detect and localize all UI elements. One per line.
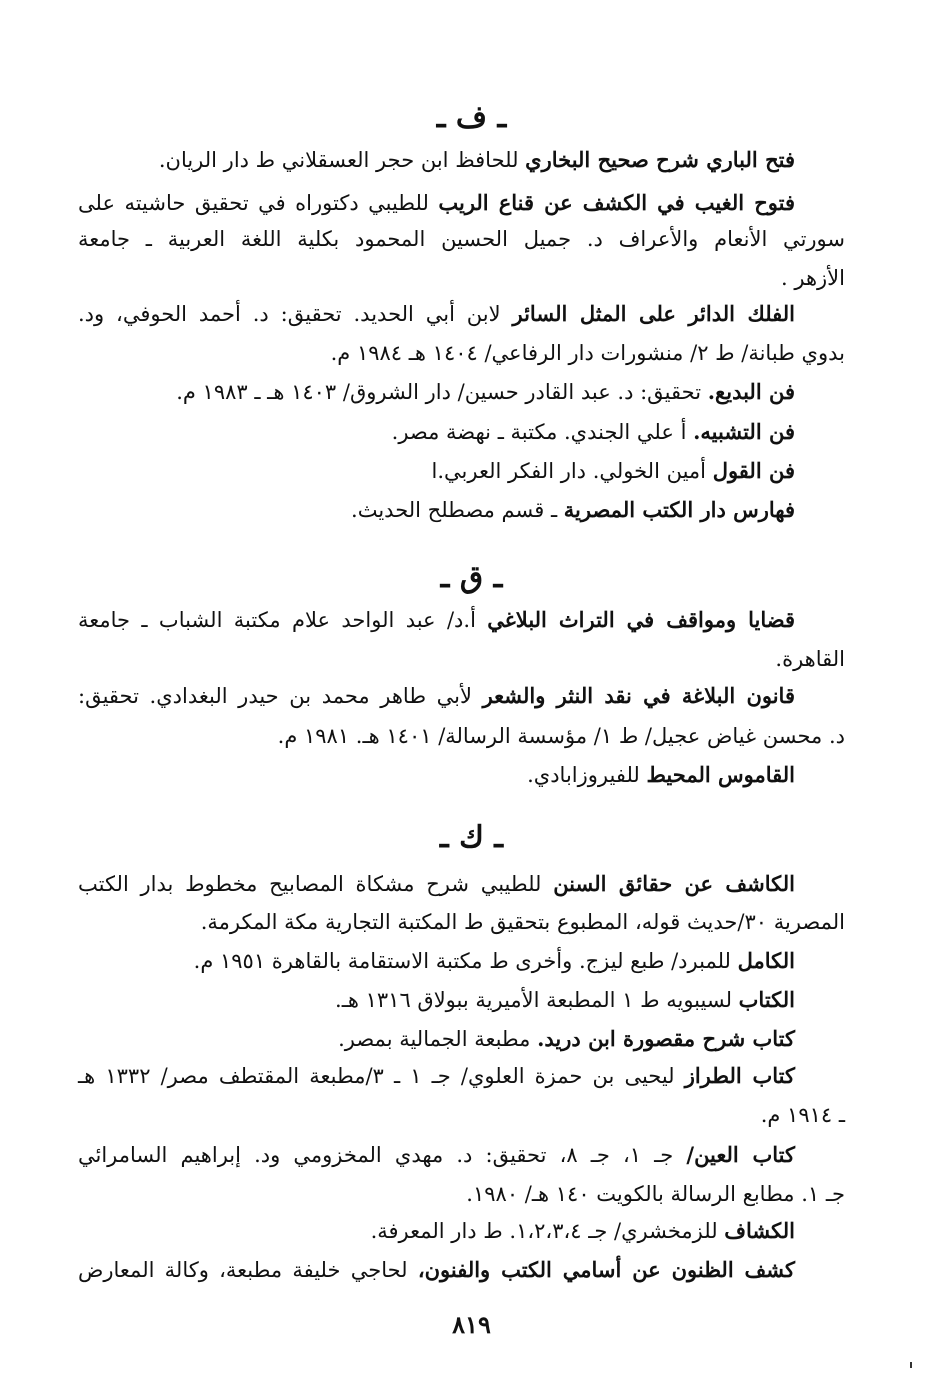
entry-line xyxy=(78,1137,795,1173)
section-heading-kaf: ـ ك ـ xyxy=(439,820,504,855)
entry-title: قضايا ومواقف في التراث البلاغي xyxy=(487,607,795,632)
entry-text: للفيروزابادي. xyxy=(527,763,647,787)
entry-line xyxy=(78,1058,795,1094)
entry-text: ـ قسم مصطلح الحديث. xyxy=(351,498,564,522)
entry-line xyxy=(78,982,795,1018)
entry-line xyxy=(78,1021,795,1057)
entry-title: فهارس دار الكتب المصرية xyxy=(563,497,795,522)
section-heading-fa: ـ ف ـ xyxy=(436,100,507,135)
entry-line xyxy=(78,453,795,489)
entry-text: تحقيق: د. عبد القادر حسين/ دار الشروق/ ١٤٠٣ هـ ـ ١٩٨٣ م. xyxy=(176,380,708,404)
entry-title: فن البديع. xyxy=(707,379,795,404)
entry-line xyxy=(78,757,795,793)
entry-continuation xyxy=(78,260,845,296)
entry-text: لابن أبي الحديد. تحقيق: د. أحمد الحوفي، ود. xyxy=(78,302,513,326)
entry-text: أ علي الجندي. مكتبة ـ نهضة مصر. xyxy=(391,420,694,444)
entry-title: فن القول xyxy=(712,458,795,483)
entry-text: ليحيى بن حمزة العلوي/ جـ ١ ـ ٣/مطبعة المقتطف مصر/ ١٣٣٢ هـ xyxy=(78,1064,685,1088)
entry-text: الأزهر . xyxy=(781,266,845,290)
entry-text: ـ ١٩١٤ م. xyxy=(760,1103,845,1127)
entry-text: للحافظ ابن حجر العسقلاني ط دار الريان. xyxy=(158,148,526,172)
scan-speck xyxy=(910,1362,912,1368)
entry-line xyxy=(78,142,795,178)
entry-text: لحاجي خليفة مطبعة، وكالة المعارض xyxy=(78,1258,418,1282)
entry-line xyxy=(78,943,795,979)
entry-line xyxy=(78,414,795,450)
entry-line xyxy=(78,492,795,528)
entry-line xyxy=(78,1213,795,1249)
entry-text: للطيبي دكتوراه في تحقيق حاشيته على xyxy=(78,191,439,215)
entry-title: الكشاف xyxy=(724,1218,795,1243)
entry-title: الكتاب xyxy=(738,987,795,1012)
entry-continuation xyxy=(78,641,845,677)
section-heading-qaf: ـ ق ـ xyxy=(440,560,503,595)
entry-line xyxy=(78,678,795,714)
entry-text: لسيبويه ط ١ المطبعة الأميرية ببولاق ١٣١٦ هـ. xyxy=(335,988,739,1012)
entry-title: الكاشف عن حقائق السنن xyxy=(553,871,795,896)
entry-continuation xyxy=(78,904,845,940)
entry-text: القاهرة. xyxy=(775,647,845,671)
entry-text: مطبعة الجمالية بمصر. xyxy=(338,1027,538,1051)
entry-text: أ.د/ عبد الواحد علام مكتبة الشباب ـ جامعة xyxy=(78,608,488,632)
entry-text: جـ ١. مطابع الرسالة بالكويت ١٤٠ هـ/ ١٩٨٠. xyxy=(466,1182,845,1206)
entry-line xyxy=(78,602,795,638)
entry-text: د. محسن غياض عجيل/ ط ١/ مؤسسة الرسالة/ ١٤٠١ هـ. ١٩٨١ م. xyxy=(277,724,845,748)
entry-title: الكامل xyxy=(737,948,795,973)
entry-title: فن التشبيه. xyxy=(693,419,795,444)
entry-title: كتاب شرح مقصورة ابن دريد. xyxy=(537,1026,795,1051)
entry-continuation xyxy=(78,718,845,754)
entry-title: فتح الباري شرح صحيح البخاري xyxy=(525,147,795,172)
entry-text: للزمخشري/ جـ ١،٢،٣،٤. ط دار المعرفة. xyxy=(370,1219,725,1243)
entry-continuation xyxy=(78,221,845,257)
entry-line xyxy=(78,374,795,410)
entry-line xyxy=(78,1252,795,1288)
entry-line xyxy=(78,185,795,221)
entry-text: للطيبي شرح مشكاة المصابيح مخطوط بدار الكتب xyxy=(78,872,554,896)
entry-text: للمبرد/ طبع ليزج. وأخرى ط مكتبة الاستقامة بالقاهرة ١٩٥١ م. xyxy=(193,949,738,973)
page-number: ٨١٩ xyxy=(452,1310,491,1339)
entry-title: فتوح الغيب في الكشف عن قناع الريب xyxy=(438,190,795,215)
entry-continuation xyxy=(78,1176,845,1212)
entry-title: قانون البلاغة في نقد النثر والشعر xyxy=(482,683,795,708)
entry-text: بدوي طبانة/ ط ٢/ منشورات دار الرفاعي/ ١٤٠٤ هـ ١٩٨٤ م. xyxy=(330,341,845,365)
entry-continuation xyxy=(78,335,845,371)
entry-title: كتاب الطراز xyxy=(684,1063,795,1088)
entry-title: الفلك الدائر على المثل السائر xyxy=(512,301,796,326)
entry-continuation xyxy=(78,1097,845,1133)
entry-text: سورتي الأنعام والأعراف د. جميل الحسين المحمود بكلية اللغة العربية ـ جامعة xyxy=(78,227,845,251)
entry-line xyxy=(78,866,795,902)
entry-text: المصرية ٣٠/حديث قوله، المطبوع بتحقيق ط المكتبة التجارية مكة المكرمة. xyxy=(200,910,845,934)
entry-title: كتاب العين/ xyxy=(686,1142,796,1167)
entry-text: لأبي طاهر محمد بن حيدر البغدادي. تحقيق: xyxy=(78,684,483,708)
entry-line xyxy=(78,296,795,332)
entry-title: القاموس المحيط xyxy=(646,762,795,787)
entry-text: جـ ١، جـ ٨، تحقيق: د. مهدي المخزومي ود. إبراهيم السامرائي xyxy=(78,1143,687,1167)
entry-title: كشف الظنون عن أسامي الكتب والفنون، xyxy=(417,1257,795,1282)
entry-text: أمين الخولي. دار الفكر العربي.ا xyxy=(431,459,713,483)
